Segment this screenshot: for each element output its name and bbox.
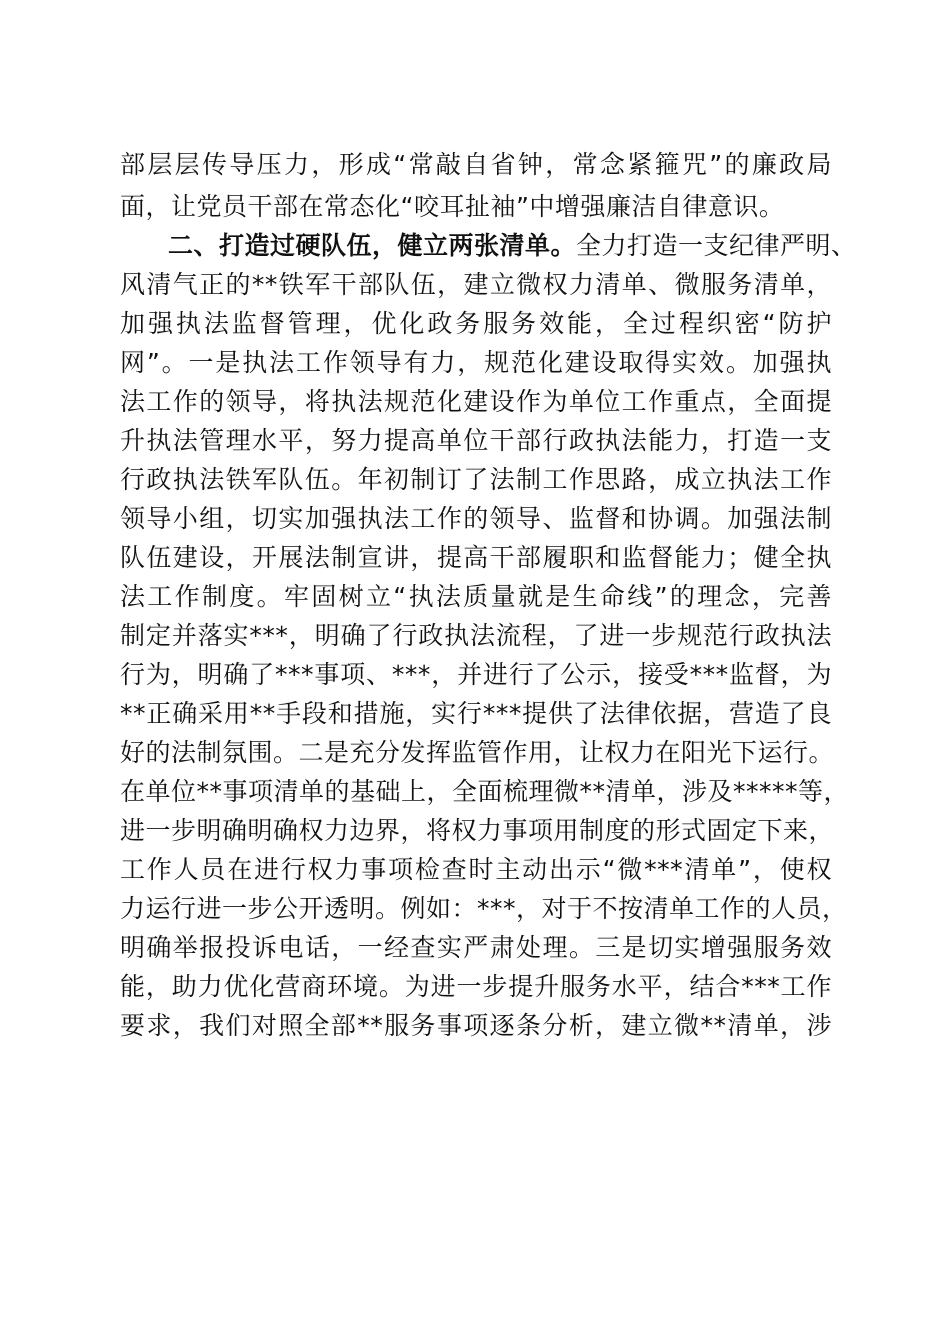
section-heading: 二、打造过硬队伍，健立两张清单。 (168, 231, 577, 260)
text-line: 法工作的领导，将执法规范化建设作为单位工作重点，全面提 (120, 387, 832, 416)
text-line: 部层层传导压力，形成“常敲自省钟，常念紧箍咒”的廉政局 (120, 150, 832, 179)
text-line: 要求，我们对照全部**服务事项逐条分析，建立微**清单，涉 (120, 1011, 832, 1040)
text-line: 加强执法监督管理，优化政务服务效能，全过程织密“防护 (120, 309, 832, 338)
text-line: 进一步明确明确权力边界，将权力事项用制度的形式固定下来， (120, 816, 835, 845)
text-line: 能，助力优化营商环境。为进一步提升服务水平，结合***工作 (120, 972, 832, 1001)
text-line: 全力打造一支纪律严明、 (576, 231, 857, 260)
text-line: 力运行进一步公开透明。例如：***，对于不按清单工作的人员， (120, 894, 848, 923)
text-line: 风清气正的**铁军干部队伍，建立微权力清单、微服务清单， (120, 270, 832, 299)
body-text (120, 143, 857, 1045)
text-line: 制定并落实***，明确了行政执法流程，了进一步规范行政执法 (120, 621, 832, 650)
text-line: 在单位**事项清单的基础上，全面梳理微**清单，涉及*****等， (120, 777, 850, 806)
text-line: 工作人员在进行权力事项检查时主动出示“微***清单”，使权 (120, 855, 832, 884)
text-line: 行政执法铁军队伍。年初制订了法制工作思路，成立执法工作 (120, 465, 832, 494)
text-line: 领导小组，切实加强执法工作的领导、监督和协调。加强法制 (120, 504, 832, 533)
text-line: 明确举报投诉电话，一经查实严肃处理。三是切实增强服务效 (120, 933, 832, 962)
text-line: 面，让党员干部在常态化“咬耳扯袖”中增强廉洁自律意识。 (120, 192, 785, 221)
text-line: 升执法管理水平，努力提高单位干部行政执法能力，打造一支 (120, 426, 832, 455)
text-line: 队伍建设，开展法制宣讲，提高干部履职和监督能力；健全执 (120, 543, 832, 572)
text-line: 行为，明确了***事项、***，并进行了公示，接受***监督，为 (120, 660, 832, 689)
section-heading-line (120, 226, 857, 265)
text-line: 网”。一是执法工作领导有力，规范化建设取得实效。加强执 (120, 348, 832, 377)
text-line: **正确采用**手段和措施，实行***提供了法律依据，营造了良 (120, 699, 832, 728)
text-line: 法工作制度。牢固树立“执法质量就是生命线”的理念，完善 (120, 582, 832, 611)
text-line: 好的法制氛围。二是充分发挥监管作用，让权力在阳光下运行。 (120, 738, 835, 767)
